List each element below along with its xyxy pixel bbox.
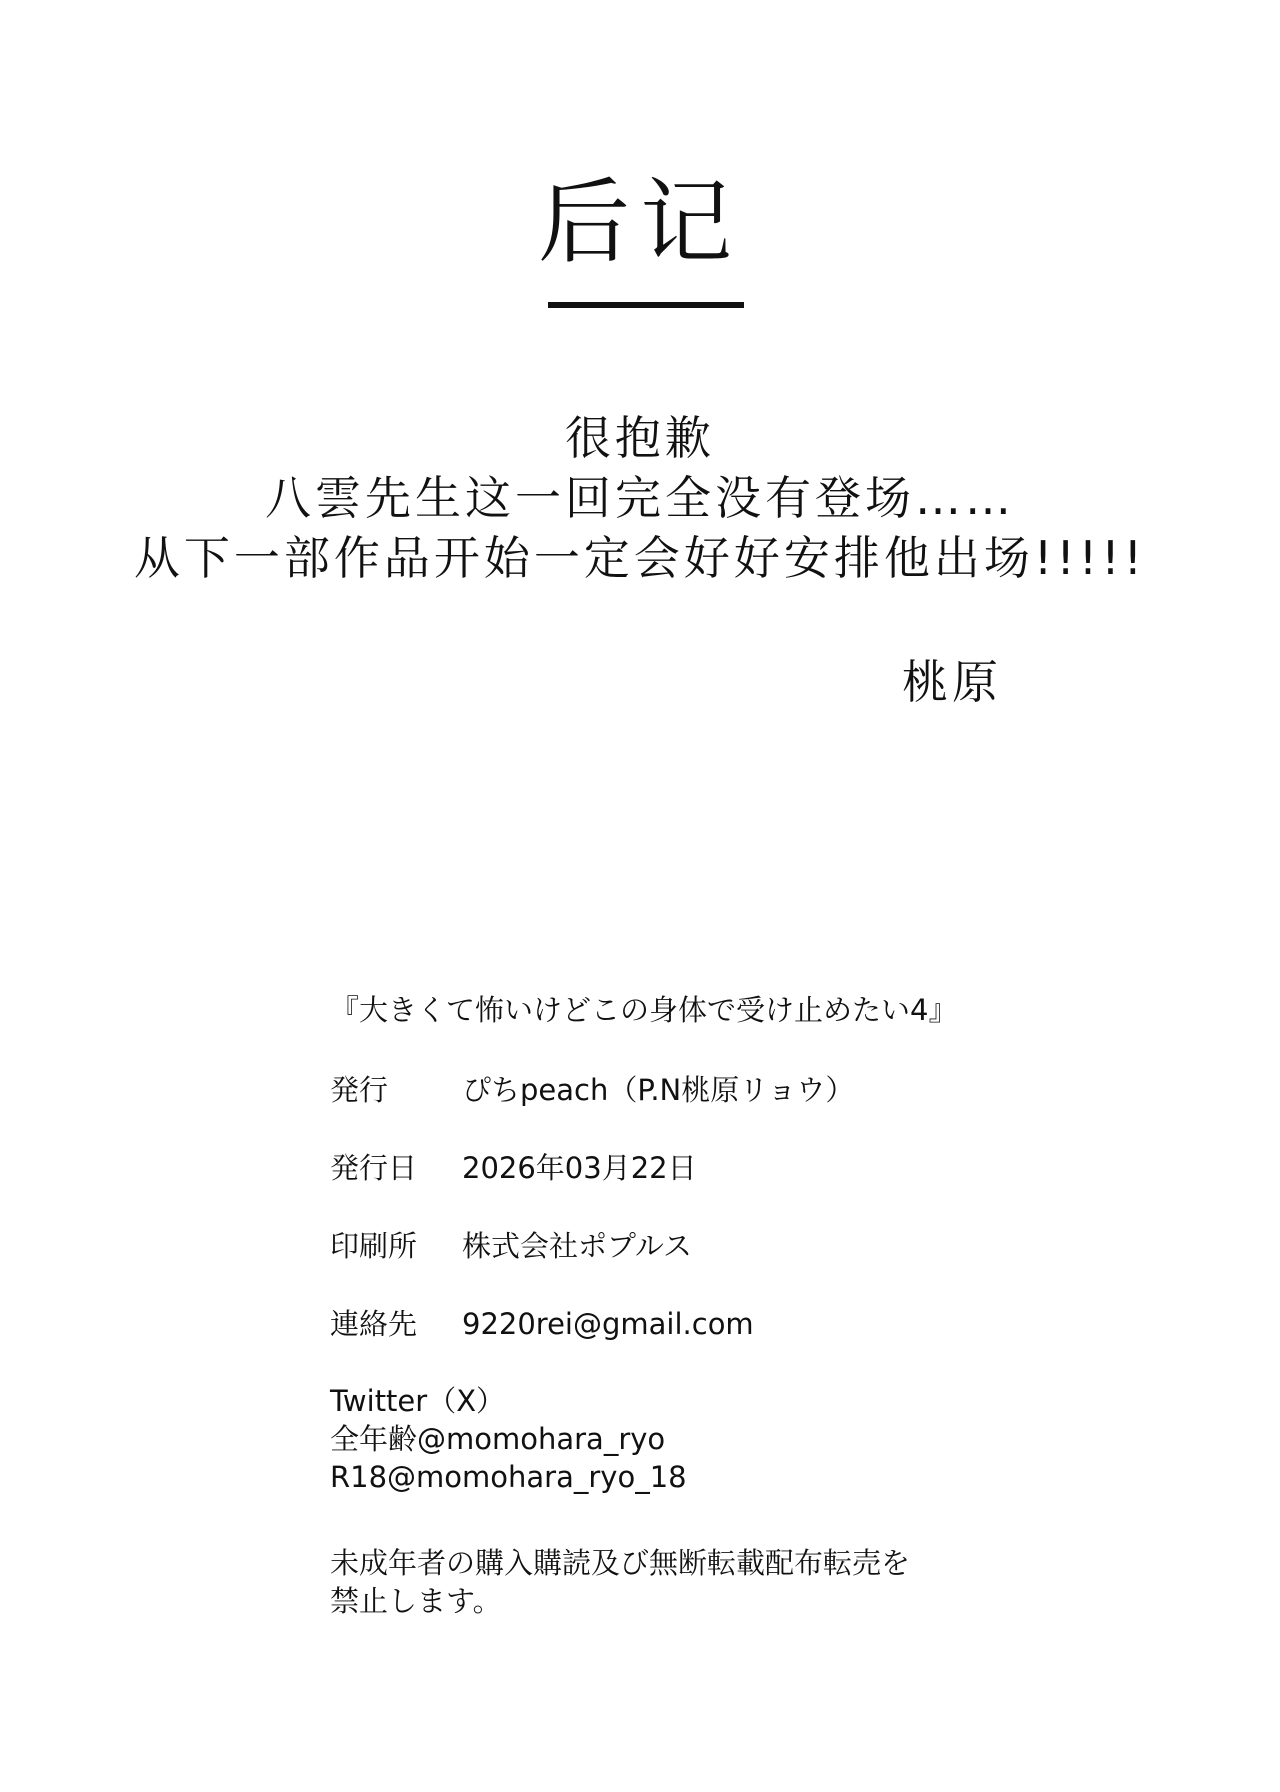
book-title: 『大きくて怖いけどこの身体で受け止めたい4』 xyxy=(330,993,958,1027)
social-platform: Twitter（X） xyxy=(330,1384,506,1418)
afterword-message xyxy=(0,408,1280,588)
contact-email: 9220rei@gmail.com xyxy=(462,1307,754,1341)
colophon-row-date xyxy=(330,1148,697,1188)
legal-notice-line-1: 未成年者の購入購読及び無断転載配布転売を xyxy=(330,1546,911,1580)
social-account-general: 全年齢@momohara_ryo xyxy=(330,1422,666,1456)
printer-value: 株式会社ポプルス xyxy=(462,1229,692,1263)
colophon-row-printer xyxy=(330,1226,692,1266)
social-account-r18: R18@momohara_ryo_18 xyxy=(330,1460,687,1494)
printer-label: 印刷所 xyxy=(330,1229,418,1263)
legal-notice xyxy=(330,1544,910,1620)
date-value: 2026年03月22日 xyxy=(462,1151,697,1185)
colophon-row-publisher xyxy=(330,1070,854,1110)
afterword-title: 后记 xyxy=(537,169,742,276)
publisher-value: ぴちpeach（P.N桃原リョウ） xyxy=(462,1073,855,1107)
publisher-label: 発行 xyxy=(330,1073,389,1107)
date-label: 発行日 xyxy=(330,1151,418,1185)
message-line-3: 从下一部作品开始一定会好好安排他出场!!!!! xyxy=(133,531,1147,585)
title-underline xyxy=(548,302,744,308)
message-line-2: 八雲先生这一回完全没有登场…… xyxy=(265,471,1015,525)
author-signature: 桃原 xyxy=(902,655,1002,709)
colophon-row-contact xyxy=(330,1304,754,1344)
contact-label: 連絡先 xyxy=(330,1307,418,1341)
message-line-1: 很抱歉 xyxy=(565,411,715,465)
social-accounts xyxy=(330,1382,687,1496)
legal-notice-line-2: 禁止します。 xyxy=(330,1584,502,1618)
